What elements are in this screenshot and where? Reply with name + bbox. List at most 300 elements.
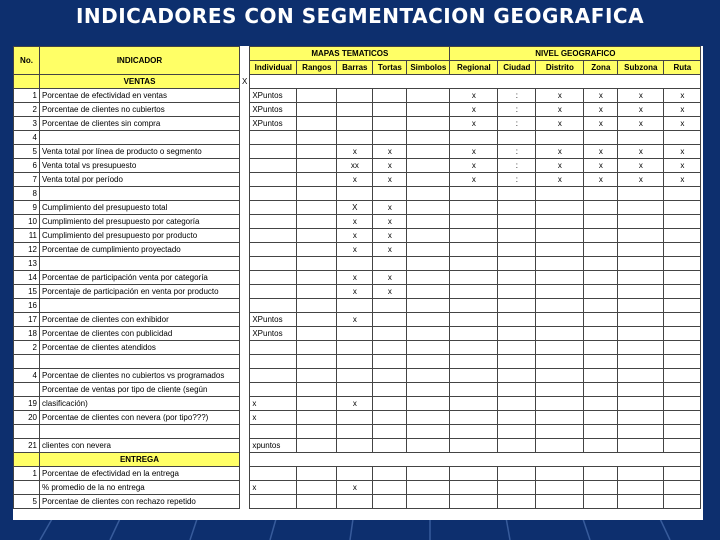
cell-ruta	[664, 439, 701, 453]
cell-tortas	[373, 327, 407, 341]
cell-zona: x	[584, 117, 618, 131]
cell-subzona: x	[618, 89, 664, 103]
cell-tortas: x	[373, 215, 407, 229]
cell-tortas	[373, 117, 407, 131]
header-col-rangos: Rangos	[297, 61, 337, 75]
cell-regional	[450, 411, 498, 425]
cell-ruta	[664, 201, 701, 215]
cell-tortas	[373, 411, 407, 425]
table-row	[14, 313, 701, 327]
cell-rangos	[297, 159, 337, 173]
cell-regional	[450, 341, 498, 355]
cell-subzona: x	[618, 103, 664, 117]
cell-distrito	[536, 383, 584, 397]
cell-simbolos	[407, 271, 450, 285]
cell-ciudad	[498, 257, 536, 271]
row-gap	[240, 495, 250, 509]
cell-distrito	[536, 243, 584, 257]
cell-barras	[337, 383, 373, 397]
cell-ruta: x	[664, 159, 701, 173]
cell-subzona	[618, 481, 664, 495]
cell-individual	[250, 299, 297, 313]
cell-individual	[250, 271, 297, 285]
row-gap	[240, 215, 250, 229]
row-number: 18	[14, 327, 40, 341]
cell-simbolos	[407, 299, 450, 313]
cell-subzona: x	[618, 117, 664, 131]
section-spacer	[14, 75, 40, 89]
cell-regional	[450, 481, 498, 495]
cell-individual: x	[250, 397, 297, 411]
row-number: 7	[14, 173, 40, 187]
cell-distrito	[536, 411, 584, 425]
row-indicator-label	[40, 257, 240, 271]
cell-distrito	[536, 257, 584, 271]
row-number: 5	[14, 495, 40, 509]
cell-subzona	[618, 341, 664, 355]
cell-individual	[250, 187, 297, 201]
cell-distrito: x	[536, 173, 584, 187]
cell-zona	[584, 467, 618, 481]
table-row	[14, 495, 701, 509]
cell-ciudad	[498, 201, 536, 215]
cell-individual: XPuntos	[250, 327, 297, 341]
cell-individual	[250, 257, 297, 271]
cell-simbolos	[407, 327, 450, 341]
cell-ruta	[664, 285, 701, 299]
cell-distrito	[536, 467, 584, 481]
cell-barras: x	[337, 215, 373, 229]
header-col-ciudad: Ciudad	[498, 61, 536, 75]
cell-ciudad: :	[498, 159, 536, 173]
cell-zona	[584, 313, 618, 327]
table-row	[14, 145, 701, 159]
table-row	[14, 383, 701, 397]
row-gap	[240, 159, 250, 173]
cell-distrito	[536, 299, 584, 313]
cell-regional: x	[450, 159, 498, 173]
cell-zona	[584, 481, 618, 495]
header-mapas: MAPAS TEMATICOS	[250, 47, 450, 61]
row-gap	[240, 397, 250, 411]
cell-barras	[337, 103, 373, 117]
cell-ruta	[664, 383, 701, 397]
row-indicator-label: Porcentae de clientes no cubiertos vs programados	[40, 369, 240, 383]
cell-tortas: x	[373, 271, 407, 285]
table-row	[14, 411, 701, 425]
row-indicator-label: Porcentae de efectividad en ventas	[40, 89, 240, 103]
cell-distrito	[536, 425, 584, 439]
cell-distrito: x	[536, 103, 584, 117]
row-indicator-label: Porcentae de participación venta por categoría	[40, 271, 240, 285]
cell-regional: x	[450, 89, 498, 103]
cell-individual	[250, 145, 297, 159]
cell-regional	[450, 369, 498, 383]
row-gap	[240, 425, 250, 439]
cell-subzona	[618, 285, 664, 299]
cell-subzona: x	[618, 173, 664, 187]
table-row	[14, 369, 701, 383]
table-row	[14, 89, 701, 103]
cell-individual	[250, 285, 297, 299]
cell-rangos	[297, 201, 337, 215]
row-indicator-label: Porcentae de efectividad en la entrega	[40, 467, 240, 481]
row-gap	[240, 383, 250, 397]
table-row	[14, 215, 701, 229]
cell-regional: x	[450, 145, 498, 159]
table-row	[14, 285, 701, 299]
cell-simbolos	[407, 145, 450, 159]
cell-ruta	[664, 257, 701, 271]
table-row	[14, 467, 701, 481]
cell-tortas	[373, 369, 407, 383]
cell-tortas	[373, 467, 407, 481]
cell-individual: XPuntos	[250, 103, 297, 117]
cell-zona	[584, 285, 618, 299]
cell-regional	[450, 201, 498, 215]
cell-tortas	[373, 341, 407, 355]
row-number: 1	[14, 89, 40, 103]
section-header-entrega: ENTREGA	[40, 453, 240, 467]
cell-ciudad	[498, 467, 536, 481]
row-number: 6	[14, 159, 40, 173]
cell-zona	[584, 131, 618, 145]
cell-individual	[250, 243, 297, 257]
cell-zona	[584, 243, 618, 257]
row-indicator-label: clientes con nevera	[40, 439, 240, 453]
cell-rangos	[297, 481, 337, 495]
header-col-individual: Individual	[250, 61, 297, 75]
cell-tortas	[373, 425, 407, 439]
table-row	[14, 103, 701, 117]
cell-tortas	[373, 187, 407, 201]
row-gap	[240, 201, 250, 215]
cell-distrito	[536, 215, 584, 229]
cell-rangos	[297, 145, 337, 159]
cell-zona: x	[584, 103, 618, 117]
cell-simbolos	[407, 313, 450, 327]
cell-regional	[450, 327, 498, 341]
cell-ruta	[664, 341, 701, 355]
row-number	[14, 383, 40, 397]
cell-subzona	[618, 495, 664, 509]
header-col-regional: Regional	[450, 61, 498, 75]
row-number	[14, 481, 40, 495]
cell-barras	[337, 131, 373, 145]
cell-subzona	[618, 215, 664, 229]
cell-regional	[450, 285, 498, 299]
cell-simbolos	[407, 411, 450, 425]
row-number: 12	[14, 243, 40, 257]
row-number: 21	[14, 439, 40, 453]
cell-ciudad	[498, 187, 536, 201]
cell-simbolos	[407, 439, 450, 453]
cell-simbolos	[407, 481, 450, 495]
cell-rangos	[297, 327, 337, 341]
cell-tortas	[373, 397, 407, 411]
cell-barras: x	[337, 145, 373, 159]
cell-rangos	[297, 397, 337, 411]
row-gap	[240, 285, 250, 299]
row-number: 3	[14, 117, 40, 131]
row-indicator-label: Porcentae de cumplimiento proyectado	[40, 243, 240, 257]
header-col-distrito: Distrito	[536, 61, 584, 75]
cell-regional	[450, 425, 498, 439]
cell-distrito	[536, 481, 584, 495]
cell-barras	[337, 117, 373, 131]
row-number: 19	[14, 397, 40, 411]
cell-distrito	[536, 355, 584, 369]
cell-subzona	[618, 229, 664, 243]
row-indicator-label: Venta total vs presupuesto	[40, 159, 240, 173]
cell-ruta	[664, 369, 701, 383]
table-row	[14, 355, 701, 369]
cell-subzona	[618, 369, 664, 383]
cell-tortas: x	[373, 229, 407, 243]
cell-distrito: x	[536, 145, 584, 159]
cell-rangos	[297, 299, 337, 313]
cell-subzona	[618, 467, 664, 481]
cell-zona	[584, 327, 618, 341]
row-number: 17	[14, 313, 40, 327]
cell-subzona	[618, 243, 664, 257]
table-row	[14, 117, 701, 131]
cell-ruta	[664, 397, 701, 411]
cell-barras	[337, 257, 373, 271]
row-indicator-label: Porcentae de clientes atendidos	[40, 341, 240, 355]
cell-regional	[450, 131, 498, 145]
row-gap	[240, 355, 250, 369]
cell-subzona	[618, 271, 664, 285]
cell-rangos	[297, 187, 337, 201]
cell-distrito: x	[536, 89, 584, 103]
cell-simbolos	[407, 103, 450, 117]
table-row	[14, 439, 701, 453]
cell-simbolos	[407, 187, 450, 201]
cell-barras: x	[337, 313, 373, 327]
cell-ruta	[664, 411, 701, 425]
cell-individual	[250, 159, 297, 173]
cell-rangos	[297, 89, 337, 103]
cell-individual: xpuntos	[250, 439, 297, 453]
cell-simbolos	[407, 355, 450, 369]
cell-ruta	[664, 229, 701, 243]
cell-tortas: x	[373, 145, 407, 159]
cell-rangos	[297, 229, 337, 243]
cell-ciudad: :	[498, 89, 536, 103]
cell-subzona	[618, 201, 664, 215]
cell-simbolos	[407, 257, 450, 271]
cell-simbolos	[407, 369, 450, 383]
cell-ciudad	[498, 299, 536, 313]
cell-ruta	[664, 299, 701, 313]
row-indicator-label	[40, 131, 240, 145]
row-indicator-label: Porcentae de clientes con publicidad	[40, 327, 240, 341]
cell-ruta	[664, 313, 701, 327]
cell-rangos	[297, 439, 337, 453]
cell-tortas	[373, 439, 407, 453]
cell-ruta	[664, 481, 701, 495]
row-gap	[240, 187, 250, 201]
cell-rangos	[297, 383, 337, 397]
table-row	[14, 243, 701, 257]
cell-zona: x	[584, 89, 618, 103]
section-filler	[250, 75, 701, 89]
cell-individual	[250, 215, 297, 229]
row-number: 5	[14, 145, 40, 159]
cell-tortas	[373, 257, 407, 271]
cell-distrito	[536, 201, 584, 215]
cell-individual	[250, 355, 297, 369]
cell-rangos	[297, 341, 337, 355]
cell-zona	[584, 355, 618, 369]
cell-ciudad	[498, 439, 536, 453]
table-row	[14, 341, 701, 355]
cell-rangos	[297, 313, 337, 327]
cell-rangos	[297, 117, 337, 131]
cell-barras: x	[337, 481, 373, 495]
page-title: INDICADORES CON SEGMENTACION GEOGRAFICA	[75, 4, 645, 28]
row-indicator-label: Porcentae de clientes con nevera (por tipo???)	[40, 411, 240, 425]
table-row	[14, 271, 701, 285]
row-gap	[240, 257, 250, 271]
cell-distrito: x	[536, 117, 584, 131]
cell-tortas	[373, 313, 407, 327]
cell-barras: X	[337, 201, 373, 215]
cell-zona	[584, 383, 618, 397]
cell-simbolos	[407, 341, 450, 355]
cell-tortas: x	[373, 173, 407, 187]
section-header-ventas: VENTAS	[40, 75, 240, 89]
cell-distrito	[536, 341, 584, 355]
cell-individual	[250, 369, 297, 383]
header-col-barras: Barras	[337, 61, 373, 75]
cell-zona	[584, 341, 618, 355]
cell-rangos	[297, 425, 337, 439]
table-row	[14, 159, 701, 173]
cell-tortas: x	[373, 201, 407, 215]
cell-tortas: x	[373, 285, 407, 299]
table-row	[14, 173, 701, 187]
row-gap	[240, 229, 250, 243]
cell-regional: x	[450, 103, 498, 117]
row-gap	[240, 313, 250, 327]
cell-individual: XPuntos	[250, 313, 297, 327]
cell-rangos	[297, 355, 337, 369]
cell-barras: x	[337, 243, 373, 257]
cell-rangos	[297, 411, 337, 425]
cell-barras: x	[337, 173, 373, 187]
cell-simbolos	[407, 467, 450, 481]
cell-simbolos	[407, 215, 450, 229]
section-spacer	[14, 453, 40, 467]
cell-subzona	[618, 439, 664, 453]
table-row	[14, 299, 701, 313]
cell-rangos	[297, 285, 337, 299]
table-row	[14, 131, 701, 145]
cell-tortas	[373, 103, 407, 117]
cell-barras	[337, 355, 373, 369]
row-gap	[240, 271, 250, 285]
row-gap	[240, 145, 250, 159]
cell-barras	[337, 187, 373, 201]
cell-ciudad	[498, 215, 536, 229]
cell-individual	[250, 201, 297, 215]
row-indicator-label: Porcentae de clientes sin compra	[40, 117, 240, 131]
cell-ruta	[664, 215, 701, 229]
cell-simbolos	[407, 229, 450, 243]
cell-ciudad: :	[498, 145, 536, 159]
row-gap	[240, 327, 250, 341]
cell-zona	[584, 439, 618, 453]
cell-distrito	[536, 313, 584, 327]
table-row	[14, 257, 701, 271]
table-row	[14, 425, 701, 439]
row-gap	[240, 341, 250, 355]
cell-zona: x	[584, 159, 618, 173]
cell-zona: x	[584, 145, 618, 159]
cell-tortas	[373, 131, 407, 145]
cell-ruta: x	[664, 145, 701, 159]
cell-regional	[450, 313, 498, 327]
cell-ruta	[664, 243, 701, 257]
cell-ciudad	[498, 481, 536, 495]
row-number: 1	[14, 467, 40, 481]
spreadsheet	[13, 46, 703, 520]
cell-subzona	[618, 411, 664, 425]
row-number: 4	[14, 369, 40, 383]
cell-zona	[584, 369, 618, 383]
cell-simbolos	[407, 117, 450, 131]
cell-subzona	[618, 355, 664, 369]
cell-ruta	[664, 425, 701, 439]
cell-ciudad: :	[498, 173, 536, 187]
cell-subzona	[618, 257, 664, 271]
row-gap	[240, 369, 250, 383]
cell-individual	[250, 229, 297, 243]
cell-barras	[337, 89, 373, 103]
cell-barras: x	[337, 285, 373, 299]
cell-individual	[250, 467, 297, 481]
cell-barras	[337, 341, 373, 355]
cell-rangos	[297, 495, 337, 509]
cell-distrito	[536, 187, 584, 201]
row-gap	[240, 131, 250, 145]
cell-subzona	[618, 327, 664, 341]
cell-zona	[584, 229, 618, 243]
cell-rangos	[297, 243, 337, 257]
cell-ciudad	[498, 131, 536, 145]
cell-ciudad	[498, 355, 536, 369]
header-gap	[240, 47, 250, 75]
cell-ruta: x	[664, 89, 701, 103]
table-row	[14, 201, 701, 215]
cell-ruta	[664, 131, 701, 145]
cell-ruta: x	[664, 103, 701, 117]
cell-barras	[337, 411, 373, 425]
cell-ciudad	[498, 327, 536, 341]
cell-regional	[450, 243, 498, 257]
row-number: 14	[14, 271, 40, 285]
header-col-subzona: Subzona	[618, 61, 664, 75]
cell-simbolos	[407, 131, 450, 145]
cell-ciudad: :	[498, 103, 536, 117]
cell-rangos	[297, 271, 337, 285]
cell-regional	[450, 467, 498, 481]
cell-barras	[337, 327, 373, 341]
row-indicator-label: Porcentae de ventas por tipo de cliente (según	[40, 383, 240, 397]
section-gap	[240, 453, 250, 467]
